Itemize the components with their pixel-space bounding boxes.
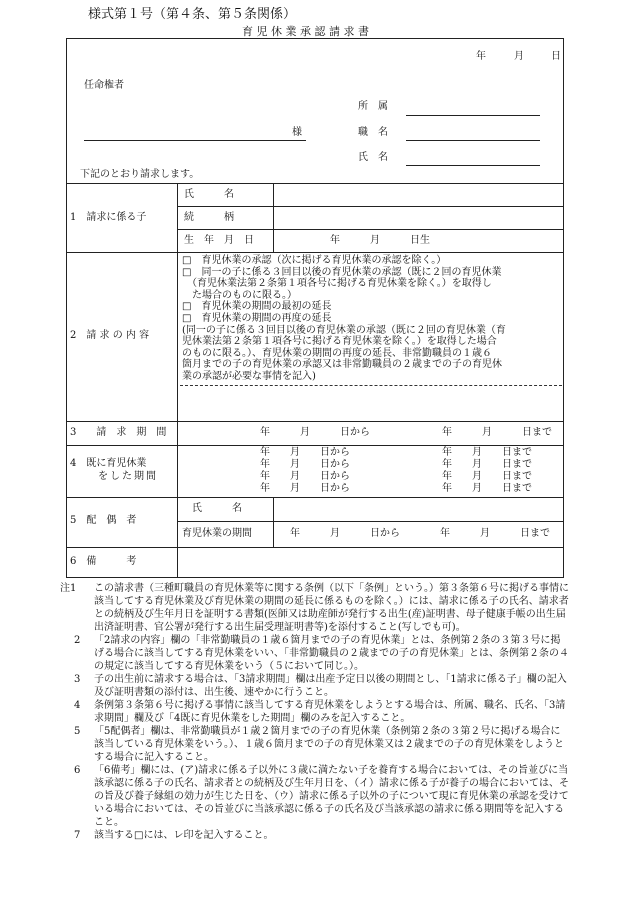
section4-label-2: をした期間 [98,471,158,482]
note-item [60,673,570,699]
divider-s1-b [177,229,564,230]
note-text: 該当する□には、レ印を記入すること。 [94,830,274,841]
s1-sub-divider [273,183,274,252]
spouse-name-label: 氏 名 [192,503,242,514]
prior-period-to: 年 月 日まで [442,471,532,482]
divider-s5 [66,497,564,498]
name-label: 氏 名 [358,152,388,163]
note-text: 条例第３条第６号に掲げる事情に該当してする育児休業をしようとする場合は、所属、職名、氏名、「3請求期間」欄及び「4既に育児休業をした期間」欄のみを記入すること。 [94,700,566,724]
section2-content [182,255,562,383]
divider-s3 [66,421,564,422]
form-number: 様式第１号（第４条、第５条関係） [88,7,297,22]
divider-s1-a [177,206,564,207]
content-line: 箇月までの子の育児休業の承認又は非常勤職員の２歳までの子の育児休 [182,359,502,371]
prior-period-from: 年 月 日から [260,483,350,494]
note-item [60,829,570,842]
content-line: □ 育児休業の期間の最初の延長 [182,301,332,313]
content-line: 業の承認が必要な事情を記入) [182,370,316,382]
form-title: 育 児 休 業 承 認 請 求 書 [242,25,369,38]
note-text: 子の出生前に請求する場合は、「3請求期間」欄は出産予定日以後の期間とし、「1請求に係る子」欄の記入及び証明書類の添付は、出生後、速やかに行うこと。 [94,674,567,698]
note-item [60,699,570,725]
note-item [60,582,570,634]
section4-label: 4 既に育児休業 [70,458,147,469]
content-line: □ 育児休業の承認（次に掲げる育児休業の承認を除く。） [182,255,447,266]
affiliation-label: 所 属 [358,101,388,112]
prior-period-from: 年 月 日から [260,459,350,470]
section2-dashed-line [180,385,562,386]
divider-top [66,183,564,184]
note-number: 4 [74,700,81,711]
divider-s4 [66,445,564,446]
content-line: （育児休業法第２条第１項各号に掲げる育児休業を除く。）を取得し [182,278,492,290]
date-day: 日 [551,51,561,62]
content-line: (同一の子に係る３回目以後の育児休業の承認（既に２回の育児休業（育 [182,324,506,336]
divider-s2 [66,252,564,253]
child-relation-label: 続 柄 [184,212,234,223]
note-text: 「6備考」欄には、(ア)請求に係る子以外に３歳に満たない子を養育する場合においては、その旨並びに当該承認に係る子の氏名、請求者との続柄及び生年月日を、（イ）請求に係る子が養子の場合においては、その旨及び養子縁組の効力が生じた日を、（ウ）請求に係る子以外の子について現に育児休業の承認を受けている場合においては、その旨並びに当該承認に係る子の氏名及び当該承認の請求に係る期間等を記入すること。 [94,765,569,828]
date-year: 年 [476,51,486,62]
spouse-period-value: 年 月 日から 年 月 日まで [290,528,550,539]
content-line: 児休業法第２条第１項各号に掲げる育児休業を除く。）を取得した場合 [182,336,497,348]
note-number: 3 [74,674,81,685]
date-month: 月 [514,51,524,62]
period-from: 年 月 日から [260,427,370,438]
section5-label: 5 配 偶 者 [70,515,137,526]
position-line [406,140,540,141]
name-line [406,165,540,166]
notes-section [60,582,570,842]
content-line: □ 育児休業の期間の再度の延長 [182,312,332,324]
content-line: □ 同一の子に係る３回目以後の育児休業の承認（既に２回の育児休業 [182,266,502,278]
note-item [60,725,570,764]
child-name-label: 氏 名 [184,189,234,200]
sama-label: 様 [292,127,302,138]
content-line: た場合のものに限る。） [182,289,297,301]
note-number: 5 [74,726,81,737]
child-birth-value: 年 月 日生 [330,235,430,246]
note-text: 「2請求の内容」欄の「非常勤職員の１歳６箇月までの子の育児休業」とは、条例第２条の３第３号に掲げる場合に該当してする育児休業をいい、「非常勤職員の２歳までの子の育児休業」とは、条例第２条の４の規定に該当してする育児休業をいう（５において同じ。）。 [94,635,569,672]
period-to: 年 月 日まで [442,427,552,438]
appointer-line [84,140,306,141]
prior-period-from: 年 月 日から [260,471,350,482]
request-intro: 下記のとおり請求します。 [80,169,200,180]
section1-label: 1 請求に係る子 [70,212,147,223]
note-number: 7 [74,830,81,841]
prior-period-to: 年 月 日まで [442,447,532,458]
note-number: 注1 [60,583,77,594]
affiliation-line [406,115,540,116]
section6-label: 6 備 考 [70,556,137,567]
content-line: のものに限る。）、育児休業の期間の再度の延長、非常勤職員の１歳６ [182,347,492,359]
note-number: 6 [74,765,81,776]
child-birth-label: 生 年 月 日 [184,235,254,246]
s5-sub-divider [273,497,274,547]
col-divider [177,183,178,577]
prior-period-to: 年 月 日まで [442,459,532,470]
section3-label: 3 請 求 期 間 [70,427,167,438]
spouse-period-label: 育児休業の期間 [182,528,252,539]
position-label: 職 名 [358,127,388,138]
note-item [60,764,570,829]
note-item [60,634,570,673]
note-text: 「5配偶者」欄は、非常勤職員が１歳２箇月までの子の育児休業（条例第２条の３第２号に掲げる場合に該当している育児休業をいう。）、１歳６箇月までの子の育児休業又は２歳までの子の育児休業をしようとする場合に記入すること。 [94,726,564,763]
divider-s6 [66,547,564,548]
prior-period-from: 年 月 日から [260,447,350,458]
note-number: 2 [74,635,81,646]
note-text: この請求書（三種町職員の育児休業等に関する条例（以下「条例」という。）第３条第６号に掲げる事情に該当してする育児休業及び育児休業の期間の延長に係るものを除く。）には、請求に係る子の氏名、請求者との続柄及び生年月日を証明する書類(医師又は助産師が発行する出生(産)証明書、母子健康手帳の出生届出済証明書、官公署が発行する出生届受理証明書等)を添付すること(写しでも可)。 [94,583,569,633]
section2-label: 2 請 求 の 内 容 [70,330,150,341]
prior-period-to: 年 月 日まで [442,483,532,494]
divider-s5-mid [177,521,564,522]
appointer-label: 任命権者 [84,80,124,91]
